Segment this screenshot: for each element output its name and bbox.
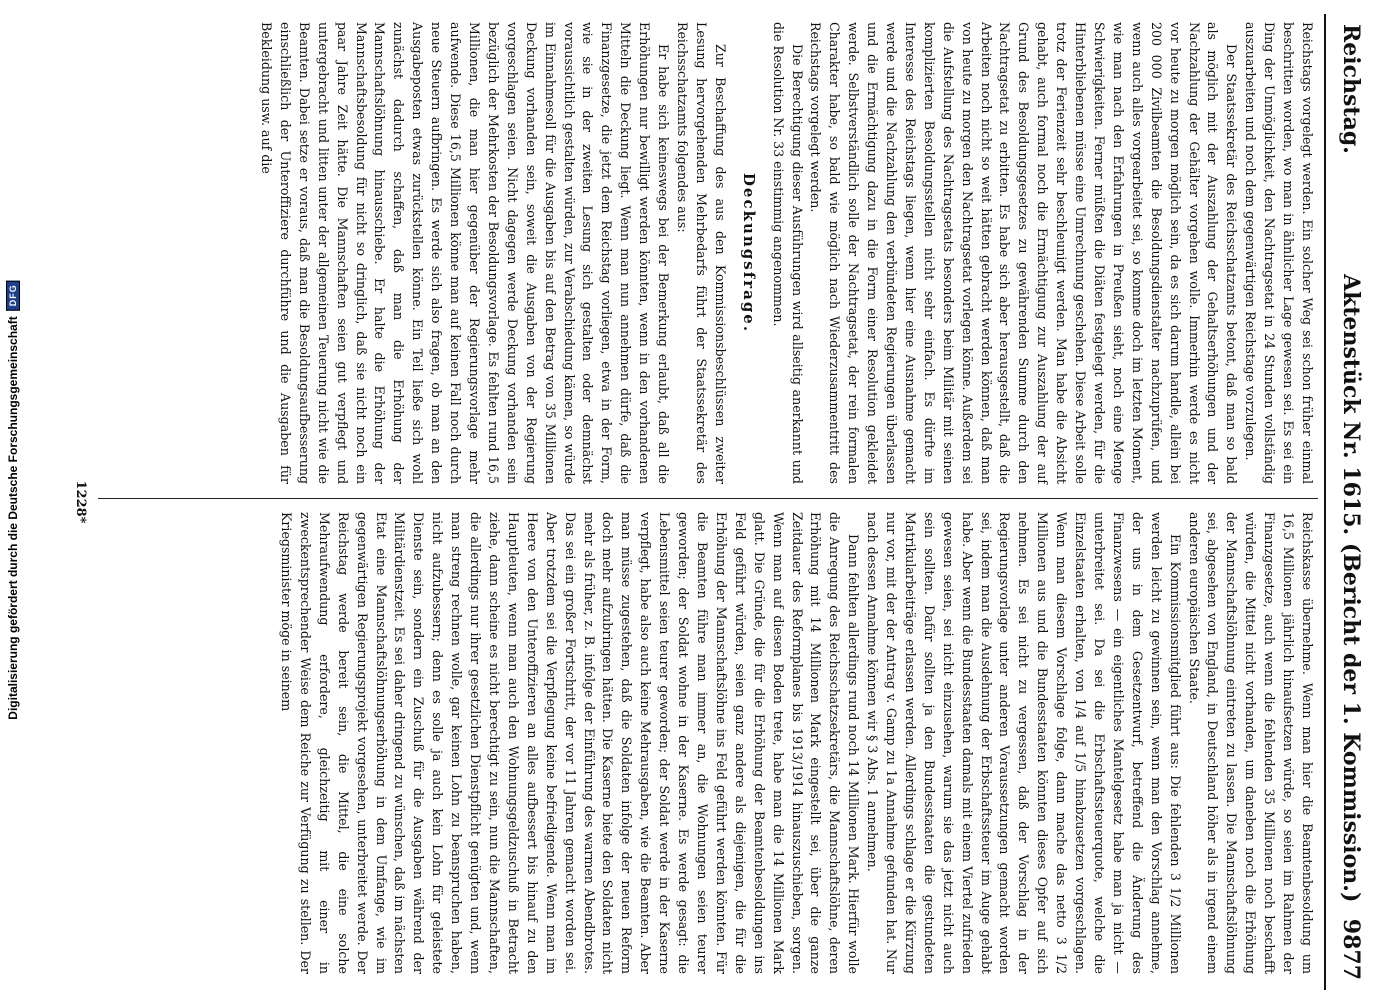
paragraph: Der Staatssekretär des Reichsschatzamts betont, daß man so bald als möglich mit der Auszahlung der Gehaltserhöhungen und der Nachzahlung der Gehälter vorgehen wolle. Immerhin werde es nicht vor heute zu morgen möglich sein, da es sich darum handle, allein bei 200 000 Zivilbeamten die Besoldungsdienstalter nachzuprüfen, und wenn auch alles vorgearbeitet sei, so komme doch im letzten Moment, wie man nach den Erfahrungen in Preußen sieht, noch eine Menge Schwierigkeiten. Ferner müßten die Diäten festgelegt werden, für die Hinterbliebenen müsse eine Umrechnung geschehen. Diese Arbeit solle trotz der Ferienzeit sehr beschleunigt werden. Man habe die Absicht gehabt, auch formal noch die Ermächtigung zur Auszahlung der auf Grund des Besoldungsgesetzes zu gewährenden Summe durch den Nachtragsetat zu erbitten. Es habe sich aber herausgestellt, daß die Arbeiten noch nicht so weit hätten gebracht werden können, daß man von heute zu morgen den Nachtragsetat vorlegen könne. Außerdem sei die Aufstellung des Nachtragsetats besonders beim Militär mit seinen komplizierten Besoldungsstellen nicht sehr einfach. Es dürfte im Interesse des Reichstags liegen, wenn hier eine Ausnahme gemacht werde und die Nachzahlung den verbündeten Regierungen überlassen und die Ermächtigung dazu in die Form einer Resolution gekleidet werde. Selbstverständlich solle der Nachtragsetat, der rein formalen Charakter habe, so bald wie möglich nach Wiederzusammentritt des Reichstags vorgelegt werden. [808,22,1240,484]
rotated-document-page [34,14,1374,990]
paragraph: Zur Beschaffung des aus den Kommissionsbeschlüssen zweiter Lesung hervorgehenden Mehrbedarfs führt der Staatssekretär des Reichsschatzamts folgendes aus: [675,22,728,484]
paragraph: Ein Kommissionsmitglied führt aus: Die fehlenden 3 1/2 Millionen werden leicht zu gewinnen sein, wenn man den Vorschlag annehme, der uns in dem Gesetzentwurf, betreffend die Änderung des Finanzwesens — ein eigentliches Mantelgesetz habe man ja nicht — unterbreitet sei. Da sei die Erbschaftssteuerquote, welche die Einzelstaaten erhalten, von 1/4 auf 1/5 hinabzusetzen vorgeschlagen. Wenn man diesem Vorschlage folge, dann mache das netto 3 1/2 Millionen aus und die Bundesstaaten könnten dieses Opfer auf sich nehmen. Es sei nicht zu vergessen, daß der Vorschlag in der Regierungsvorlage unter anderen Voraussetzungen gemacht worden sei, indem man die Ausdehnung der Erbschaftssteuer im Auge gehabt habe. Aber wenn die Bundesstaaten damals mit einem Viertel zufrieden gewesen seien, sei nicht einzusehen, warum sie das jetzt nicht auch sein sollten. Dafür sollten ja den Bundesstaaten die gestundeten Matrikularbeiträge erlassen werden. Allerdings schlage er die Kürzung nur vor, mit der der Antrag v. Gamp zu 1a Annahme gefunden hat. Nur nach dessen Annahme können wir § 3 Abs. 1 annehmen. [865,512,1183,974]
header-left-title: Reichstag. [1338,24,1364,154]
paragraph: Dann fehlten allerdings rund noch 14 Millionen Mark. Hierfür wolle die Anregung des Reichsschatzsekretärs, die Mannschaftslöhne, deren Erhöhung mit 14 Millionen Mark eingestellt sei, über die ganze Zeitdauer des Reformplanes bis 1913/1914 hinauszuschieben, sorgen. Wenn man auf diesen Boden trete, habe man die 14 Millionen Mark glatt. Die Gründe, die für die Erhöhung der Beamtenbesoldungen ins Feld geführt würden, seien ganz andere als diejenigen, die für die Erhöhung der Mannschaftslöhne ins Feld geführt werden könnten. Für die Beamten führe man immer an, die Wohnungen seien teurer geworden; der Soldat wohne in der Kaserne. Es werde gesagt: die Lebensmittel seien teurer geworden; der Soldat werde in der Kaserne verpflegt, habe also auch keine Mehrausgaben, wie die Beamten. Aber man müsse zugestehen, daß die Soldaten infolge der neuen Reform doch mehr aufzubringen hätten. Die Kaserne biete den Soldaten nicht mehr als früher, z. B. infolge der Einführung des warmen Abendbrotes. Das sei ein großer Fortschritt, der vor 11 Jahren gemacht worden sei. Aber trotzdem sei die Verpflegung keine befriedigende. Wenn man im Heere von den Unteroffizieren an alles aufbessert bis hinauf zu den Hauptleuten, wenn man auch den Wohnungsgeldzuschuß in Betracht ziehe, dann scheine es nicht berechtigt zu sein, nun die Mannschaften, die allerdings nur ihrer gesetzlichen Dienstpflicht genügten und, wenn man streng rechnen wolle, gar keinen Lohn zu beanspruchen haben, nicht aufzubessern; denn es solle ja auch kein Lohn für geleistete Dienste sein, sondern ein Zuschuß für die Ausgaben während der Militärdienstzeit. Es sei daher dringend zu wünschen, daß im nächsten Etat eine Mannschaftslöhnungserhöhung in dem Umfange, wie im gegenwärtigen Regierungsprojekt vorgesehen, unterbreitet werde. Der Reichstag werde bereit sein, die Mittel, die eine solche Mehraufwendung erfordere, gleichzeitig mit einer in zweckentsprechender Weise dem Reiche zur Verfügung zu stellen. Der Kriegsminister möge in seinem [279,512,862,974]
page-header [1324,14,1374,990]
section-heading: Deckungsfrage. [739,172,758,334]
credit-text: Digitalisierung gefördert durch die Deutsche Forschungsgemeinschaft [6,316,20,720]
header-middle-title: Aktenstück Nr. 1615. (Bericht der 1. Kommission.) [1338,274,1364,903]
scanned-page-viewport [34,14,1374,990]
left-text-column [256,22,1316,484]
page-footer-number: 1228* [73,480,88,524]
paragraph: Reichskasse übernehme. Wenn man hier die Beamtenbesoldung um 16,5 Millionen jährlich hinaufsetzen würde, so seien im Rahmen der Finanzgesetze, auch wenn die fehlenden 35 Millionen noch beschafft würden, die Mittel nicht vorhanden, um daneben noch die Erhöhung der Mannschaftslöhnung eintreten zu lassen. Die Mannschaftslöhnung sei, abgesehen von England, in Deutschland höher als in irgend einem anderen europäischen Staate. [1186,512,1315,974]
digitization-credit-strip [0,0,26,1000]
paragraph: Die Berechtigung dieser Ausführungen wird allseitig anerkannt und die Resolution Nr. 33 einstimmig angenommen. [770,22,805,484]
right-text-column [276,512,1316,974]
column-divider [98,498,1318,499]
paragraph: Er habe sich keineswegs bei der Bemerkung erlaubt, daß all die Erhöhungen nur bewilligt werden könnten, wenn in den vorhandenen Mitteln die Deckung liegt. Wenn man nun annehmen dürfe, daß die Finanzgesetze, die jetzt dem Reichstag vorliegen, etwa in der Form, wie sie in der zweiten Lesung sich gestalten oder demnächst voraussichtlich gestalten würden, zur Verabschiedung kämen, so würde im Einnahmesoll für die Ausgaben bis auf den Betrag von 35 Millionen Deckung vorhanden sein, soweit die Ausgaben von der Regierung vorgeschlagen seien. Nicht dagegen werde Deckung vorhanden sein bezüglich der Mehrkosten der Besoldungsvorlage. Es fehlten rund 16,5 Millionen, die man hier gegenüber der Regierungsvorlage mehr aufwende. Diese 16,5 Millionen könne man auf keinen Fall noch durch neue Steuern aufbringen. Es werde sich also fragen, ob man an den Ausgabeposten etwas zurückstellen könne. Ein Teil ließe sich wohl zunächst dadurch schaffen, daß man die Erhöhung der Mannschaftslöhnung hinausschiebe. Er halte die Erhöhung der Mannschaftsbesoldung für nicht so dringlich, daß sie nicht noch ein paar Jahre Zeit hätte. Die Mannschaften seien gut verpflegt und untergebracht und litten unter der allgemeinen Teuerung nicht wie die Beamten. Dabei setze er voraus, daß man die Besoldungsaufbesserung einschließlich der Unteroffiziere durchführe und die Ausgaben für Bekleidung usw. auf die [259,22,672,484]
dfg-logo: DFG [6,280,20,310]
header-page-number: 9877 [1338,918,1364,980]
paragraph: Reichstags vorgelegt werden. Ein solcher Weg sei schon früher einmal beschritten worden, wo man in ähnlicher Lage gewesen sei. Es sei ein Ding der Unmöglichkeit, den Nachtragsetat in 24 Stunden vollständig auszuarbeiten und noch dem gegenwärtigen Reichstage vorzulegen. [1243,22,1315,484]
